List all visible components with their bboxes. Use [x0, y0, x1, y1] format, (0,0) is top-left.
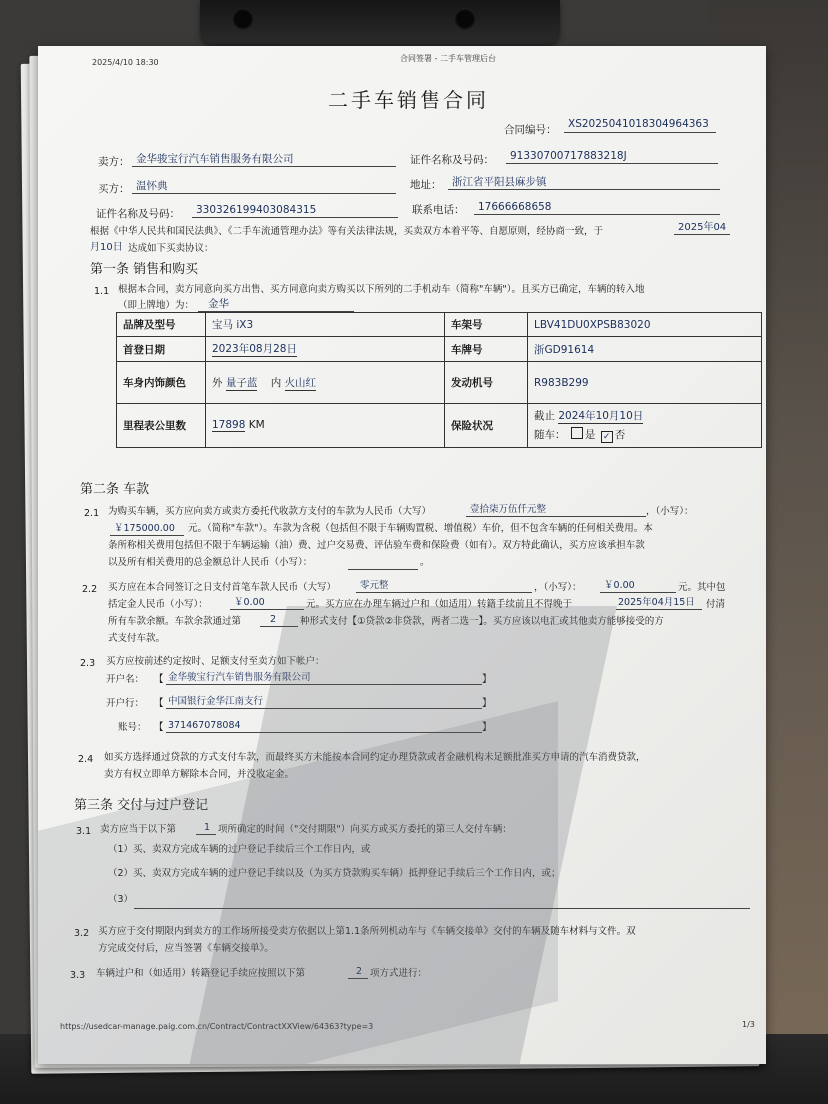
- clip-hole-icon: [232, 8, 254, 30]
- delivery-option-1: （1）买、卖双方完成车辆的过户登记手续后三个工作日内，或: [108, 844, 371, 855]
- deposit-amount: ￥0.00: [234, 597, 265, 608]
- clause-2-3-no: 2.3: [80, 658, 96, 669]
- delivery-option-line: [196, 834, 216, 835]
- clause-2-2-line-1b: ，（小写）：: [534, 582, 582, 593]
- engine-value: R983B299: [528, 362, 762, 404]
- total-amount-line: [348, 569, 418, 570]
- clause-1-1-text: 根据本合同，卖方同意向买方出售、买方同意向卖方购买以下所列的二手机动车（简称"车辆"）。且买方已确定，车辆的转入地: [118, 284, 645, 295]
- table-row: [117, 404, 762, 448]
- buyer-label: 买方：: [98, 183, 130, 195]
- color-label: 车身内饰颜色: [117, 362, 206, 404]
- vehicle-info-table: [116, 312, 762, 448]
- buyer-id-line: [192, 217, 398, 218]
- clause-3-2-line-1: 买方应于交付期限内到卖方的工作场所接受卖方依据以上第1.1条所列机动车与《车辆交接单》交付的车辆及随车材料与文件。双: [98, 926, 636, 937]
- final-payment-date-line: [616, 609, 702, 610]
- clause-2-1-line-4b: 。: [420, 557, 430, 568]
- final-payment-date: 2025年04月15日: [618, 597, 695, 608]
- account-name-label: 开户名：: [106, 674, 145, 685]
- clause-3-3-line-1b: 项方式进行：: [370, 968, 428, 979]
- contract-page: [38, 46, 766, 1064]
- seller-id-value: 91330700717883218J: [510, 150, 627, 162]
- clause-3-3-no: 3.3: [70, 970, 86, 981]
- payment-method-no: 2: [270, 614, 277, 625]
- bank-line: [166, 708, 482, 709]
- article-3-heading: 第三条 交付与过户登记: [74, 798, 209, 813]
- transfer-option-no: 2: [356, 966, 363, 977]
- bank-value: 中国银行金华江南支行: [168, 696, 264, 707]
- account-no-value: 371467078084: [168, 720, 241, 731]
- page-number: 1/3: [742, 1020, 755, 1029]
- table-row: [117, 337, 762, 362]
- preamble-date-a: 2025年04: [678, 222, 727, 233]
- print-timestamp: 2025/4/10 18:30: [92, 58, 159, 67]
- buyer-name: 温怀典: [136, 180, 168, 192]
- bracket-right: 】: [482, 674, 492, 685]
- clause-1-1-no: 1.1: [94, 286, 110, 297]
- price-upper-line: [466, 516, 646, 517]
- table-row: [117, 362, 762, 404]
- preamble-line-2: 达成如下买卖协议：: [128, 243, 214, 254]
- delivery-option-3-line: [134, 908, 750, 909]
- bracket-left: 【: [154, 698, 164, 709]
- buyer-id-label: 证件名称及号码：: [96, 208, 180, 220]
- clause-2-1-line-1b: ，（小写）：: [646, 506, 694, 517]
- contract-no-label: 合同编号：: [504, 124, 557, 136]
- odometer-label: 里程表公里数: [117, 404, 206, 448]
- plate-label: 车牌号: [445, 337, 528, 362]
- buyer-phone-value: 17666668658: [478, 201, 552, 213]
- down-payment-lower: ￥0.00: [604, 580, 635, 591]
- bank-label: 开户行：: [106, 698, 145, 709]
- payment-method-line: [260, 626, 298, 627]
- clause-2-2-line-3b: 种形式支付【①贷款②非贷款，两者二选一】。买方应该以电汇或其他卖方能够接受的方: [300, 616, 664, 627]
- clause-2-2-no: 2.2: [82, 584, 98, 595]
- clause-2-4-no: 2.4: [78, 754, 94, 765]
- odometer-unit: KM: [248, 419, 265, 431]
- clause-3-1-line-1a: 卖方应当于以下第: [100, 824, 177, 835]
- down-payment-lower-line: [600, 592, 676, 593]
- bracket-right: 】: [482, 698, 492, 709]
- seller-id-label: 证件名称及号码：: [410, 154, 494, 166]
- delivery-option-no: 1: [204, 822, 211, 833]
- yes-label: 是: [584, 429, 596, 441]
- insurance-until-label: 截止: [534, 410, 555, 422]
- contract-no-line: [564, 132, 716, 133]
- seller-name: 金华骏宝行汽车销售服务有限公司: [136, 153, 294, 165]
- clause-3-2-line-2: 方完成交付后，应当签署《车辆交接单》。: [98, 943, 274, 954]
- clause-2-2-line-1c: 元。其中包: [678, 582, 726, 593]
- contract-no-value: XS2025041018304964363: [568, 118, 709, 130]
- clause-2-2-line-4: 式支付车款。: [108, 633, 166, 644]
- buyer-line: [132, 193, 396, 194]
- bracket-left: 【: [154, 674, 164, 685]
- down-payment-upper: 零元整: [360, 580, 389, 591]
- clipboard-clip: [200, 0, 560, 44]
- interior-label: 内: [270, 376, 282, 389]
- buyer-phone-line: [474, 214, 720, 215]
- preamble-line-1: 根据《中华人民共和国民法典》、《二手车流通管理办法》等有关法律法规，买卖双方本着平等、自愿原则，经协商一致，于: [90, 226, 604, 237]
- clause-2-3-line-1: 买方应按前述约定按时、足额支付至卖方如下帐户：: [106, 656, 325, 667]
- clause-2-2-line-2c: 付清: [706, 599, 726, 610]
- odometer-value: 17898: [212, 419, 246, 431]
- clause-2-1-line-3: 条所称相关费用包括但不限于车辆运输（油）费、过户交易费、评估验车费和保险费（如有）。双方特此确认，买方应该承担车款: [108, 540, 645, 551]
- article-1-heading: 第一条 销售和购买: [90, 262, 199, 277]
- delivery-option-2: （2）买、卖双方完成车辆的过户登记手续以及（为买方贷款购买车辆）抵押登记手续后三个工作日内，或；: [108, 868, 561, 879]
- account-no-line: [166, 732, 482, 733]
- vin-value: LBV41DU0XPSB83020: [528, 313, 762, 337]
- price-upper: 壹拾柒万伍仟元整: [470, 504, 547, 515]
- transfer-option-line: [348, 978, 368, 979]
- clause-2-1-no: 2.1: [84, 508, 100, 519]
- preamble-date-b: 月10日: [90, 242, 123, 253]
- clause-2-1-line-2: 元。（简称"车款"）。车款为含税（包括但不限于车辆购置税、增值税）车价，但不包含车辆的任何相关费用。本: [188, 523, 653, 534]
- article-2-heading: 第二条 车款: [80, 482, 150, 497]
- table-row: [117, 313, 762, 337]
- reg-date-value: 2023年08月28日: [212, 343, 297, 355]
- buyer-phone-label: 联系电话：: [412, 204, 465, 216]
- account-no-label: 账号：: [118, 722, 147, 733]
- bracket-right: 】: [482, 722, 492, 733]
- clause-1-1-text-2: （即上牌地）为：: [118, 300, 195, 311]
- clause-3-2-no: 3.2: [74, 928, 90, 939]
- clause-2-2-line-2b: 元。买方应在办理车辆过户和（如适用）转籍手续前且不得晚于: [306, 599, 573, 610]
- clause-2-2-line-2a: 括定金人民币（小写）：: [108, 599, 208, 610]
- clause-2-4-line-2: 卖方有权立即单方解除本合同，并没收定金。: [104, 769, 295, 780]
- buyer-addr-line: [448, 189, 720, 190]
- buyer-addr-value: 浙江省平阳县麻步镇: [452, 176, 547, 188]
- down-payment-upper-line: [356, 592, 532, 593]
- deposit-line: [230, 609, 304, 610]
- exterior-color: 量子蓝: [225, 376, 258, 389]
- no-label: 否: [614, 429, 626, 441]
- clause-3-1-no: 3.1: [76, 826, 92, 837]
- interior-color: 火山红: [284, 376, 317, 389]
- clause-2-2-line-1a: 买方应在本合同签订之日支付首笔车款人民币（大写）: [108, 582, 337, 593]
- buyer-addr-label: 地址：: [410, 179, 442, 191]
- clause-3-3-line-1a: 车辆过户和（如适用）转籍登记手续应按照以下第: [96, 968, 306, 979]
- vin-label: 车架号: [445, 313, 528, 337]
- exterior-label: 外: [212, 376, 223, 389]
- account-name-line: [166, 684, 482, 685]
- clause-2-1-line-1a: 为购买车辆，买方应向卖方或卖方委托代收款方支付的车款为人民币（大写）: [108, 506, 432, 517]
- insurance-with-car-label: 随车：: [534, 429, 566, 441]
- reg-date-label: 首登日期: [117, 337, 206, 362]
- footer-url: https://usedcar-manage.paig.com.cn/Contract/ContractXXView/64363?type=3: [60, 1022, 374, 1031]
- clause-2-1-line-4: 以及所有相关费用的总金额总计人民币（小写）：: [108, 557, 313, 568]
- seller-id-line: [506, 163, 718, 164]
- bracket-left: 【: [154, 722, 164, 733]
- price-lower: ￥175000.00: [114, 523, 175, 534]
- transfer-city: 金华: [208, 298, 229, 310]
- preamble-date-line: [674, 234, 730, 235]
- clip-hole-icon: [454, 8, 476, 30]
- checkbox-yes-icon[interactable]: [571, 427, 583, 439]
- print-system-name: 合同签署 - 二手车管理后台: [400, 54, 496, 63]
- checkbox-no-checked-icon[interactable]: ✓: [601, 431, 613, 443]
- account-name-value: 金华骏宝行汽车销售服务有限公司: [168, 672, 311, 683]
- clause-2-4-line-1: 如买方选择通过贷款的方式支付车款，而最终买方未能按本合同约定办理贷款或者金融机构未足额批准买方申请的汽车消费贷款，: [104, 752, 646, 763]
- contract-title: 二手车销售合同: [328, 88, 489, 112]
- insurance-until-value: 2024年10月10日: [558, 410, 644, 422]
- clause-2-2-line-3a: 所有车款余额。车款余款通过第: [108, 616, 242, 627]
- engine-label: 发动机号: [445, 362, 528, 404]
- clause-3-1-line-1b: 项所确定的时间（"交付期限"）向买方或买方委托的第三人交付车辆：: [218, 824, 512, 835]
- buyer-id-value: 330326199403084315: [196, 204, 317, 216]
- delivery-option-3: （3）: [108, 894, 134, 905]
- seller-label: 卖方：: [98, 156, 130, 168]
- brand-value: 宝马 iX3: [206, 313, 445, 337]
- price-lower-line: [110, 535, 184, 536]
- seller-line: [132, 166, 396, 167]
- plate-value: 浙GD91614: [528, 337, 762, 362]
- brand-label: 品牌及型号: [117, 313, 206, 337]
- insurance-label: 保险状况: [445, 404, 528, 448]
